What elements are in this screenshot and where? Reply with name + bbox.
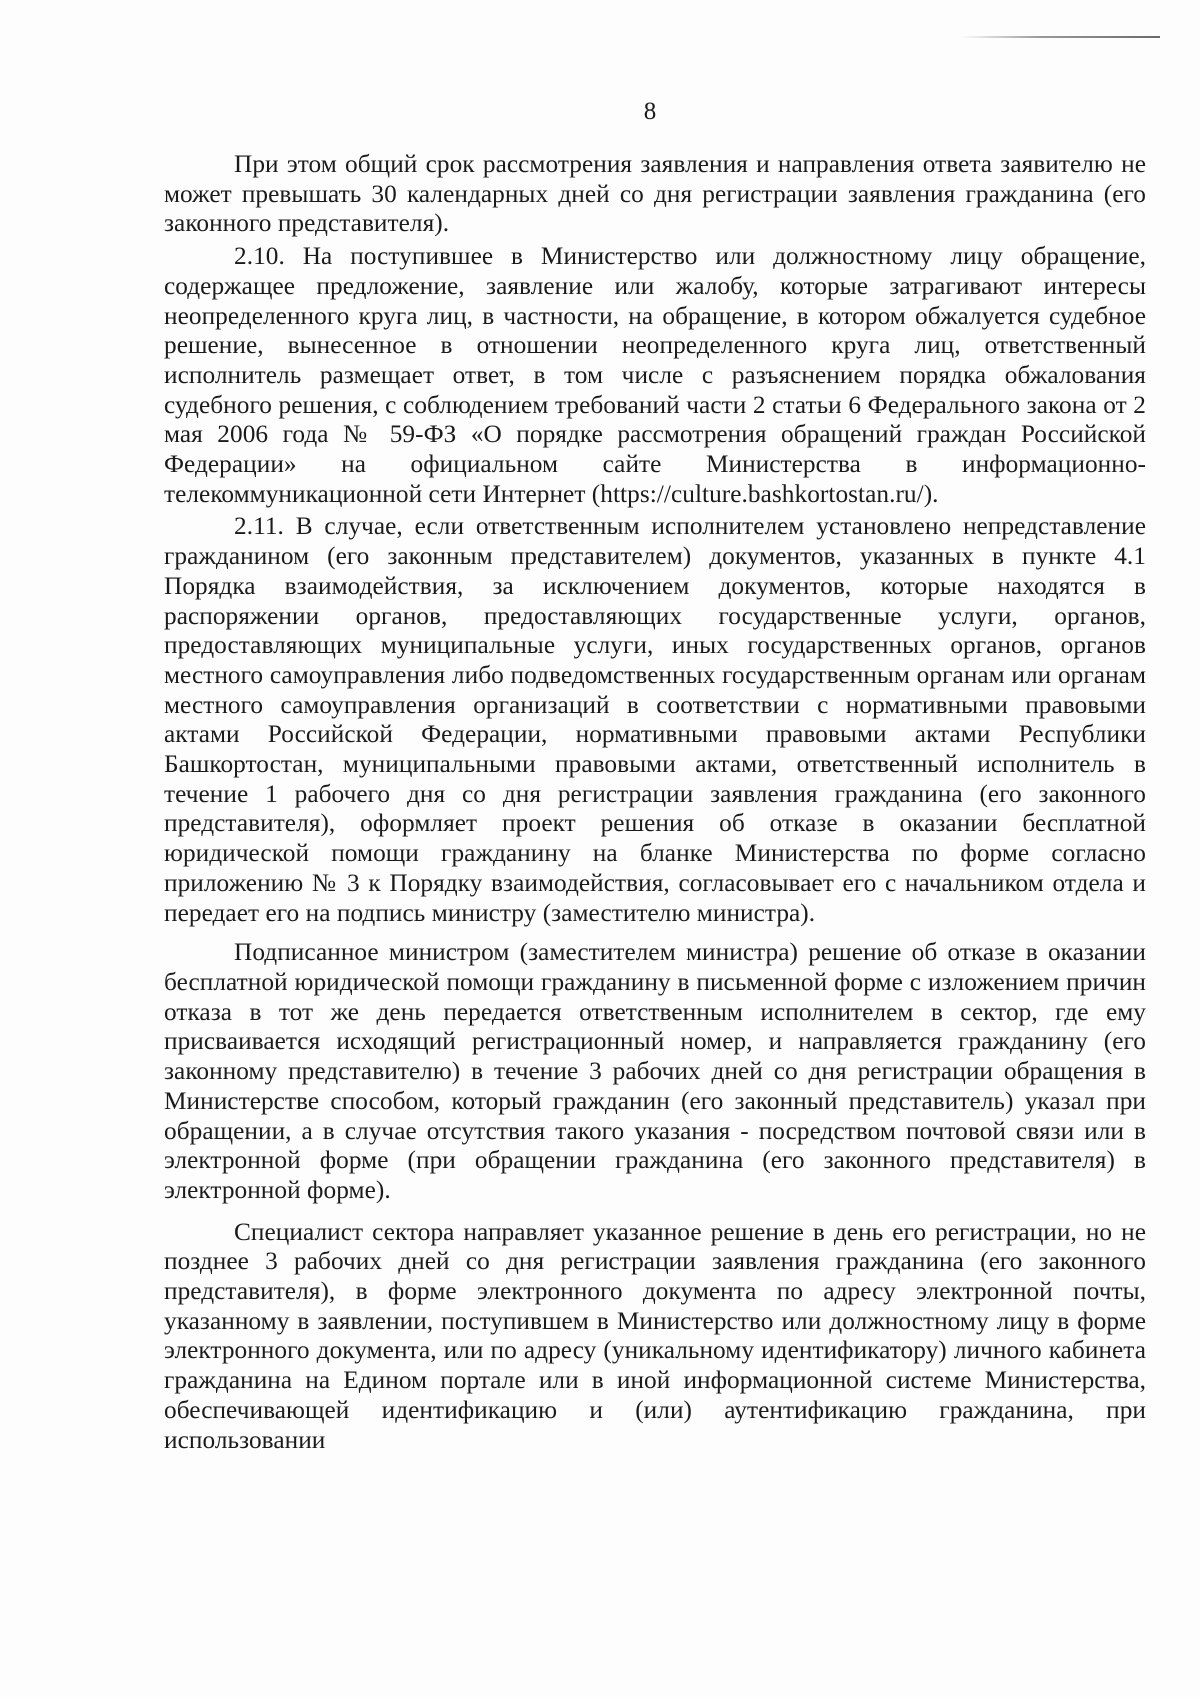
paragraph-signed-decision: Подписанное министром (заместителем министра) решение об отказе в оказании бесплатной юридической помощи гражданину в письменной форме с изложением причин отказа в тот же день передается ответственным исполнителем в сектор, где ему присваивается исходящий регистрационный номер, и направляется гражданину (его законному представителю) в течение 3 рабочих дней со дня регистрации обращения в Министерстве способом, который гражданин (его законный представитель) указал при обращении, а в случае отсутствия такого указания - посредством почтовой связи или в электронной форме (при обращении гражданина (его законного представителя) в электронной форме). xyxy=(164,938,1146,1204)
scan-edge-line xyxy=(960,36,1160,38)
paragraph-sector-specialist: Специалист сектора направляет указанное решение в день его регистрации, но не позднее 3 рабочих дней со дня регистрации заявления гражданина (его законного представителя), в форме электронного документа по адресу электронной почты, указанному в заявлении, поступившем в Министерство или должностному лицу в форме электронного документа, или по адресу (уникальному идентификатору) личного кабинета гражданина на Едином портале или в иной информационной системе Министерства, обеспечивающей идентификацию и (или) аутентификацию гражданина, при использовании xyxy=(164,1217,1146,1454)
paragraph-2-11: 2.11. В случае, если ответственным исполнителем установлено непредставление гражданином (его законным представителем) документов, указанных в пункте 4.1 Порядка взаимодействия, за исключением документов, которые находятся в распоряжении органов, предоставляющих государственные услуги, органов, предоставляющих муниципальные услуги, иных государственных органов, органов местного самоуправления либо подведомственных государственным органам или органам местного самоуправления организаций в соответствии с нормативными правовыми актами Российской Федерации, нормативными правовыми актами Республики Башкортостан, муниципальными правовыми актами, ответственный исполнитель в течение 1 рабочего дня со дня регистрации заявления гражданина (его законного представителя), оформляет проект решения об отказе в оказании бесплатной юридической помощи гражданину на бланке Министерства по форме согласно приложению № 3 к Порядку взаимодействия, согласовывает его с начальником отдела и передает его на подпись министру (заместителю министра). xyxy=(164,512,1146,927)
paragraph-2-10: 2.10. На поступившее в Министерство или должностному лицу обращение, содержащее предложение, заявление или жалобу, которые затрагивают интересы неопределенного круга лиц, в частности, на обращение, в котором обжалуется судебное решение, вынесенное в отношении неопределенного круга лиц, ответственный исполнитель размещает ответ, в том числе с разъяснением порядка обжалования судебного решения, с соблюдением требований части 2 статьи 6 Федерального закона от 2 мая 2006 года № 59-ФЗ «О порядке рассмотрения обращений граждан Российской Федерации» на официальном сайте Министерства в информационно-телекоммуникационной сети Интернет (https://culture.bashkortostan.ru/). xyxy=(164,242,1146,508)
page-number: 8 xyxy=(643,98,657,125)
document-body xyxy=(164,150,1146,1455)
paragraph-total-term: При этом общий срок рассмотрения заявления и направления ответа заявителю не может превышать 30 календарных дней со дня регистрации заявления гражданина (его законного представителя). xyxy=(164,150,1146,238)
